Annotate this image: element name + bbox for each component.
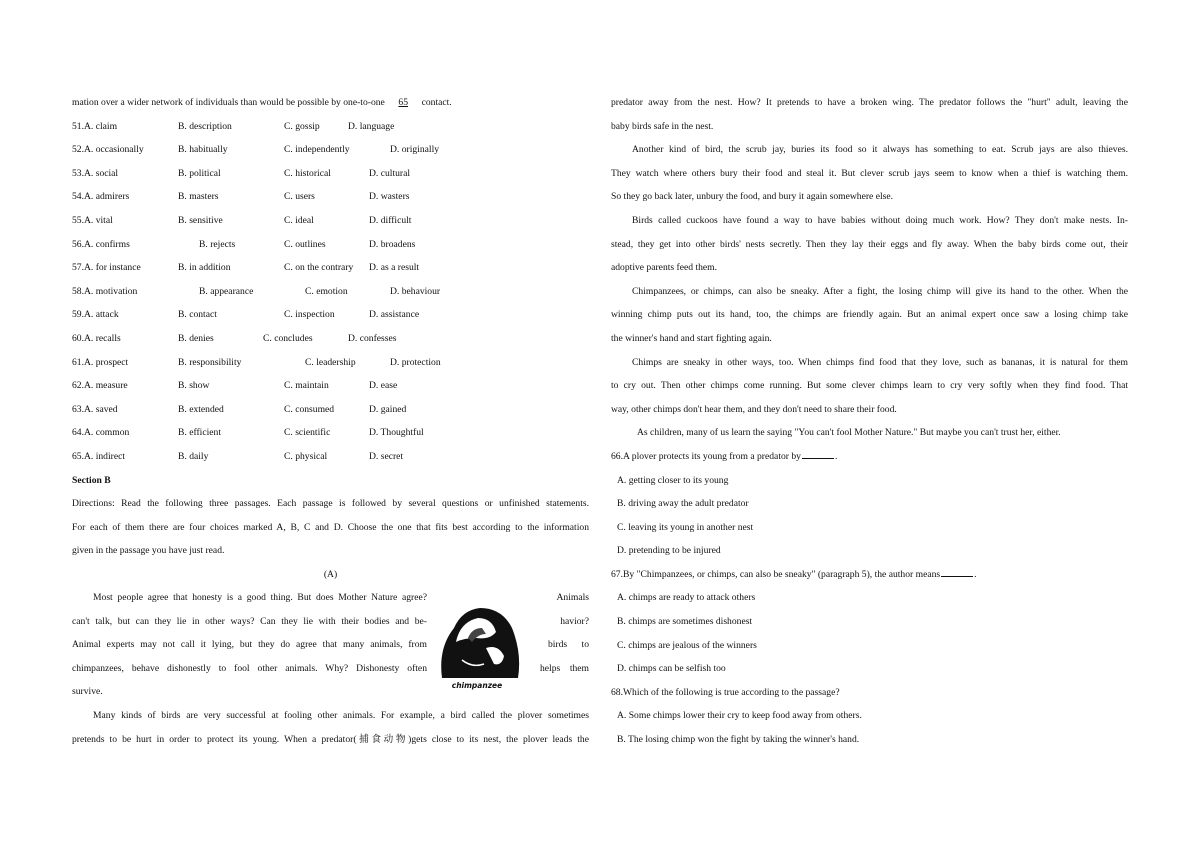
answer-option: B. chimps are sometimes dishonest xyxy=(617,616,753,628)
paragraph-line-end: helps them xyxy=(539,662,589,674)
option-row xyxy=(72,378,589,402)
paragraph-line: winning chimp puts out its hand, too, the chimps are friendly again. But an animal expert once saw a losing chimp take xyxy=(611,309,1128,321)
question-stem xyxy=(611,567,1128,591)
option-a: 53.A. social xyxy=(72,167,119,179)
option-row xyxy=(72,307,589,331)
option-a: 54.A. admirers xyxy=(72,191,130,203)
option-c: C. outlines xyxy=(284,238,326,250)
option-b: B. masters xyxy=(178,191,219,203)
passage-label: (A) xyxy=(323,568,338,580)
option-a: 63.A. saved xyxy=(72,403,118,415)
paragraph-line: to cry out. Then other chimps come running. But some clever chimps learn to cry very softly when they find food. That xyxy=(611,380,1128,392)
answer-option: C. leaving its young in another nest xyxy=(617,521,754,533)
option-d: D. Thoughtful xyxy=(369,427,424,439)
option-row xyxy=(72,166,589,190)
option-d: D. language xyxy=(348,120,395,132)
option-d: D. behaviour xyxy=(390,285,441,297)
option-a: 58.A. motivation xyxy=(72,285,138,297)
option-c: C. ideal xyxy=(284,214,314,226)
chimpanzee-image xyxy=(432,598,522,694)
paragraph-line-end: birds to xyxy=(547,639,589,651)
option-a: 59.A. attack xyxy=(72,309,119,321)
answer-option: A. Some chimps lower their cry to keep food away from others. xyxy=(617,710,862,722)
option-a: 65.A. indirect xyxy=(72,450,126,462)
option-c: C. emotion xyxy=(305,285,348,297)
option-a: 60.A. recalls xyxy=(72,332,121,344)
option-row xyxy=(72,213,589,237)
option-c: C. on the contrary xyxy=(284,262,354,274)
question-text: 67.By "Chimpanzees, or chimps, can also be sneaky" (paragraph 5), the author means xyxy=(611,568,941,580)
paragraph-line: adoptive parents feed them. xyxy=(611,262,718,274)
questions xyxy=(611,449,1128,756)
paragraph-line-end: havior? xyxy=(560,615,589,627)
option-a: 57.A. for instance xyxy=(72,262,141,274)
option-row xyxy=(72,260,589,284)
question-end: . xyxy=(974,568,977,580)
option-d: D. wasters xyxy=(369,191,410,203)
option-a: 56.A. confirms xyxy=(72,238,130,250)
option-a: 61.A. prospect xyxy=(72,356,129,368)
option-row xyxy=(72,237,589,261)
paragraph-line: Birds called cuckoos have found a way to have babies without doing much work. How? They don't make nests. In- xyxy=(632,214,1128,226)
directions-line: For each of them there are four choices marked A, B, C and D. Choose the one that fits best according to the information xyxy=(72,521,589,533)
paragraph-line: They watch where others bury their food and steal it. But clever scrub jays seem to know when a thief is watching them. xyxy=(611,167,1128,179)
option-b: B. responsibility xyxy=(178,356,242,368)
paragraph-line: the winner's hand and start fighting again. xyxy=(611,332,772,344)
question-text: 66.A plover protects its young from a predator by xyxy=(611,450,801,462)
option-c: C. inspection xyxy=(284,309,335,321)
paragraph-line: way, other chimps don't hear them, and they don't need to share their food. xyxy=(611,403,897,415)
option-d: D. gained xyxy=(369,403,407,415)
section-title: Section B xyxy=(72,474,111,486)
image-caption: chimpanzee xyxy=(451,681,503,690)
paragraph-line: survive. xyxy=(72,686,103,698)
option-b: B. in addition xyxy=(178,262,231,274)
option-c: C. physical xyxy=(284,450,328,462)
answer-blank xyxy=(941,567,973,577)
answer-option: C. chimps are jealous of the winners xyxy=(617,639,757,651)
option-row xyxy=(72,355,589,379)
cloze-text: mation over a wider network of individuals than would be possible by one-to-one xyxy=(72,97,388,108)
cloze-last-line xyxy=(72,95,589,119)
paragraph-line: baby birds safe in the nest. xyxy=(611,120,714,132)
option-row xyxy=(72,425,589,449)
option-b: B. daily xyxy=(178,450,209,462)
chimpanzee-illustration xyxy=(432,598,522,682)
option-row xyxy=(72,142,589,166)
option-b: B. rejects xyxy=(199,238,236,250)
answer-option: D. pretending to be injured xyxy=(617,545,721,557)
question-end: . xyxy=(834,450,838,462)
option-c: C. historical xyxy=(284,167,331,179)
option-b: B. description xyxy=(178,120,232,132)
paragraph-line: Chimps are sneaky in other ways, too. When chimps find food that they love, such as bananas, it is natural for them xyxy=(632,356,1128,368)
option-b: B. habitually xyxy=(178,144,228,156)
paragraph-line: Most people agree that honesty is a good thing. But does Mother Nature agree? xyxy=(93,592,427,603)
option-row xyxy=(72,119,589,143)
option-d: D. secret xyxy=(369,450,404,462)
paragraph-line: predator away from the nest. How? It pretends to have a broken wing. The predator follows the "hurt" adult, leaving the xyxy=(611,97,1128,108)
paragraph-line: Chimpanzees, or chimps, can also be sneaky. After a fight, the losing chimp will give its hand to the other. When the xyxy=(632,285,1128,297)
option-c: C. users xyxy=(284,191,315,203)
option-a: 62.A. measure xyxy=(72,380,128,392)
option-row xyxy=(72,189,589,213)
option-c: C. concludes xyxy=(263,332,313,344)
answer-option: B. The losing chimp won the fight by taking the winner's hand. xyxy=(617,734,860,746)
option-b: B. extended xyxy=(178,403,224,415)
option-b: B. contact xyxy=(178,309,217,321)
cloze-text-end: contact. xyxy=(419,97,452,108)
answer-option: A. chimps are ready to attack others xyxy=(617,592,756,604)
directions-line: given in the passage you have just read. xyxy=(72,545,225,557)
paragraph-line: Animal experts may not call it lying, but they do agree that many animals, from xyxy=(72,639,427,651)
option-d: D. as a result xyxy=(369,262,420,274)
option-row xyxy=(72,402,589,426)
paragraph-line: As children, many of us learn the saying "You can't fool Mother Nature." But maybe you can't trust her, either. xyxy=(637,427,1061,439)
option-c: C. consumed xyxy=(284,403,335,415)
option-b: B. denies xyxy=(178,332,214,344)
cloze-options xyxy=(72,119,589,473)
option-a: 64.A. common xyxy=(72,427,130,439)
answer-option: B. driving away the adult predator xyxy=(617,498,749,510)
option-d: D. broadens xyxy=(369,238,416,250)
paragraph-line: can't talk, but can they lie in other ways? Can they lie with their bodies and be- xyxy=(72,615,427,627)
option-row xyxy=(72,331,589,355)
option-d: D. protection xyxy=(390,356,441,368)
option-a: 55.A. vital xyxy=(72,214,113,226)
paragraph-line: Another kind of bird, the scrub jay, buries its food so it always has something to eat. Scrub jays are also thieves. xyxy=(632,144,1128,156)
option-b: B. appearance xyxy=(199,285,254,297)
option-d: D. assistance xyxy=(369,309,420,321)
question-stem xyxy=(611,685,1128,709)
answer-blank xyxy=(802,449,834,459)
right-column xyxy=(611,95,1128,756)
option-c: C. scientific xyxy=(284,427,331,439)
option-b: B. political xyxy=(178,167,221,179)
option-c: C. maintain xyxy=(284,380,329,392)
paragraph-line: chimpanzees, behave dishonestly to fool other animals. Why? Dishonesty often xyxy=(72,662,427,674)
passage-a-paragraph-2 xyxy=(72,708,589,755)
option-c: C. gossip xyxy=(284,120,320,132)
answer-option: D. chimps can be selfish too xyxy=(617,663,726,675)
option-a: 52.A. occasionally xyxy=(72,144,144,156)
option-d: D. difficult xyxy=(369,214,412,226)
option-d: D. originally xyxy=(390,144,440,156)
paragraph-line: pretends to be hurt in order to protect its young. When a predator(捕食动物)gets close to its nest, the plover leads the xyxy=(72,733,589,745)
paragraph-line: So they go back later, unbury the food, and bury it again somewhere else. xyxy=(611,191,894,203)
paragraph-line-end: Animals xyxy=(556,592,589,603)
option-row xyxy=(72,449,589,473)
option-row xyxy=(72,284,589,308)
option-c: C. leadership xyxy=(305,356,356,368)
answer-blank-65: 65 xyxy=(398,97,408,108)
paragraph-line: Many kinds of birds are very successful at fooling other animals. For example, a bird called the plover sometimes xyxy=(93,710,589,721)
paragraph-line: stead, they get into other birds' nests secretly. Then they lay their eggs and fly away. When the baby birds come out, their xyxy=(611,238,1128,250)
question-stem xyxy=(611,449,1128,473)
answer-option: A. getting closer to its young xyxy=(617,474,729,486)
left-column xyxy=(72,95,589,590)
option-d: D. ease xyxy=(369,380,398,392)
option-b: B. efficient xyxy=(178,427,221,439)
question-text: 68.Which of the following is true according to the passage? xyxy=(611,686,840,698)
option-b: B. sensitive xyxy=(178,214,223,226)
option-d: D. confesses xyxy=(348,332,397,344)
option-b: B. show xyxy=(178,380,210,392)
directions-line: Directions: Read the following three passages. Each passage is followed by several questions or unfinished statements. xyxy=(72,498,589,510)
option-d: D. cultural xyxy=(369,167,411,179)
option-c: C. independently xyxy=(284,144,350,156)
option-a: 51.A. claim xyxy=(72,120,118,132)
passage-a-continued xyxy=(611,95,1128,449)
